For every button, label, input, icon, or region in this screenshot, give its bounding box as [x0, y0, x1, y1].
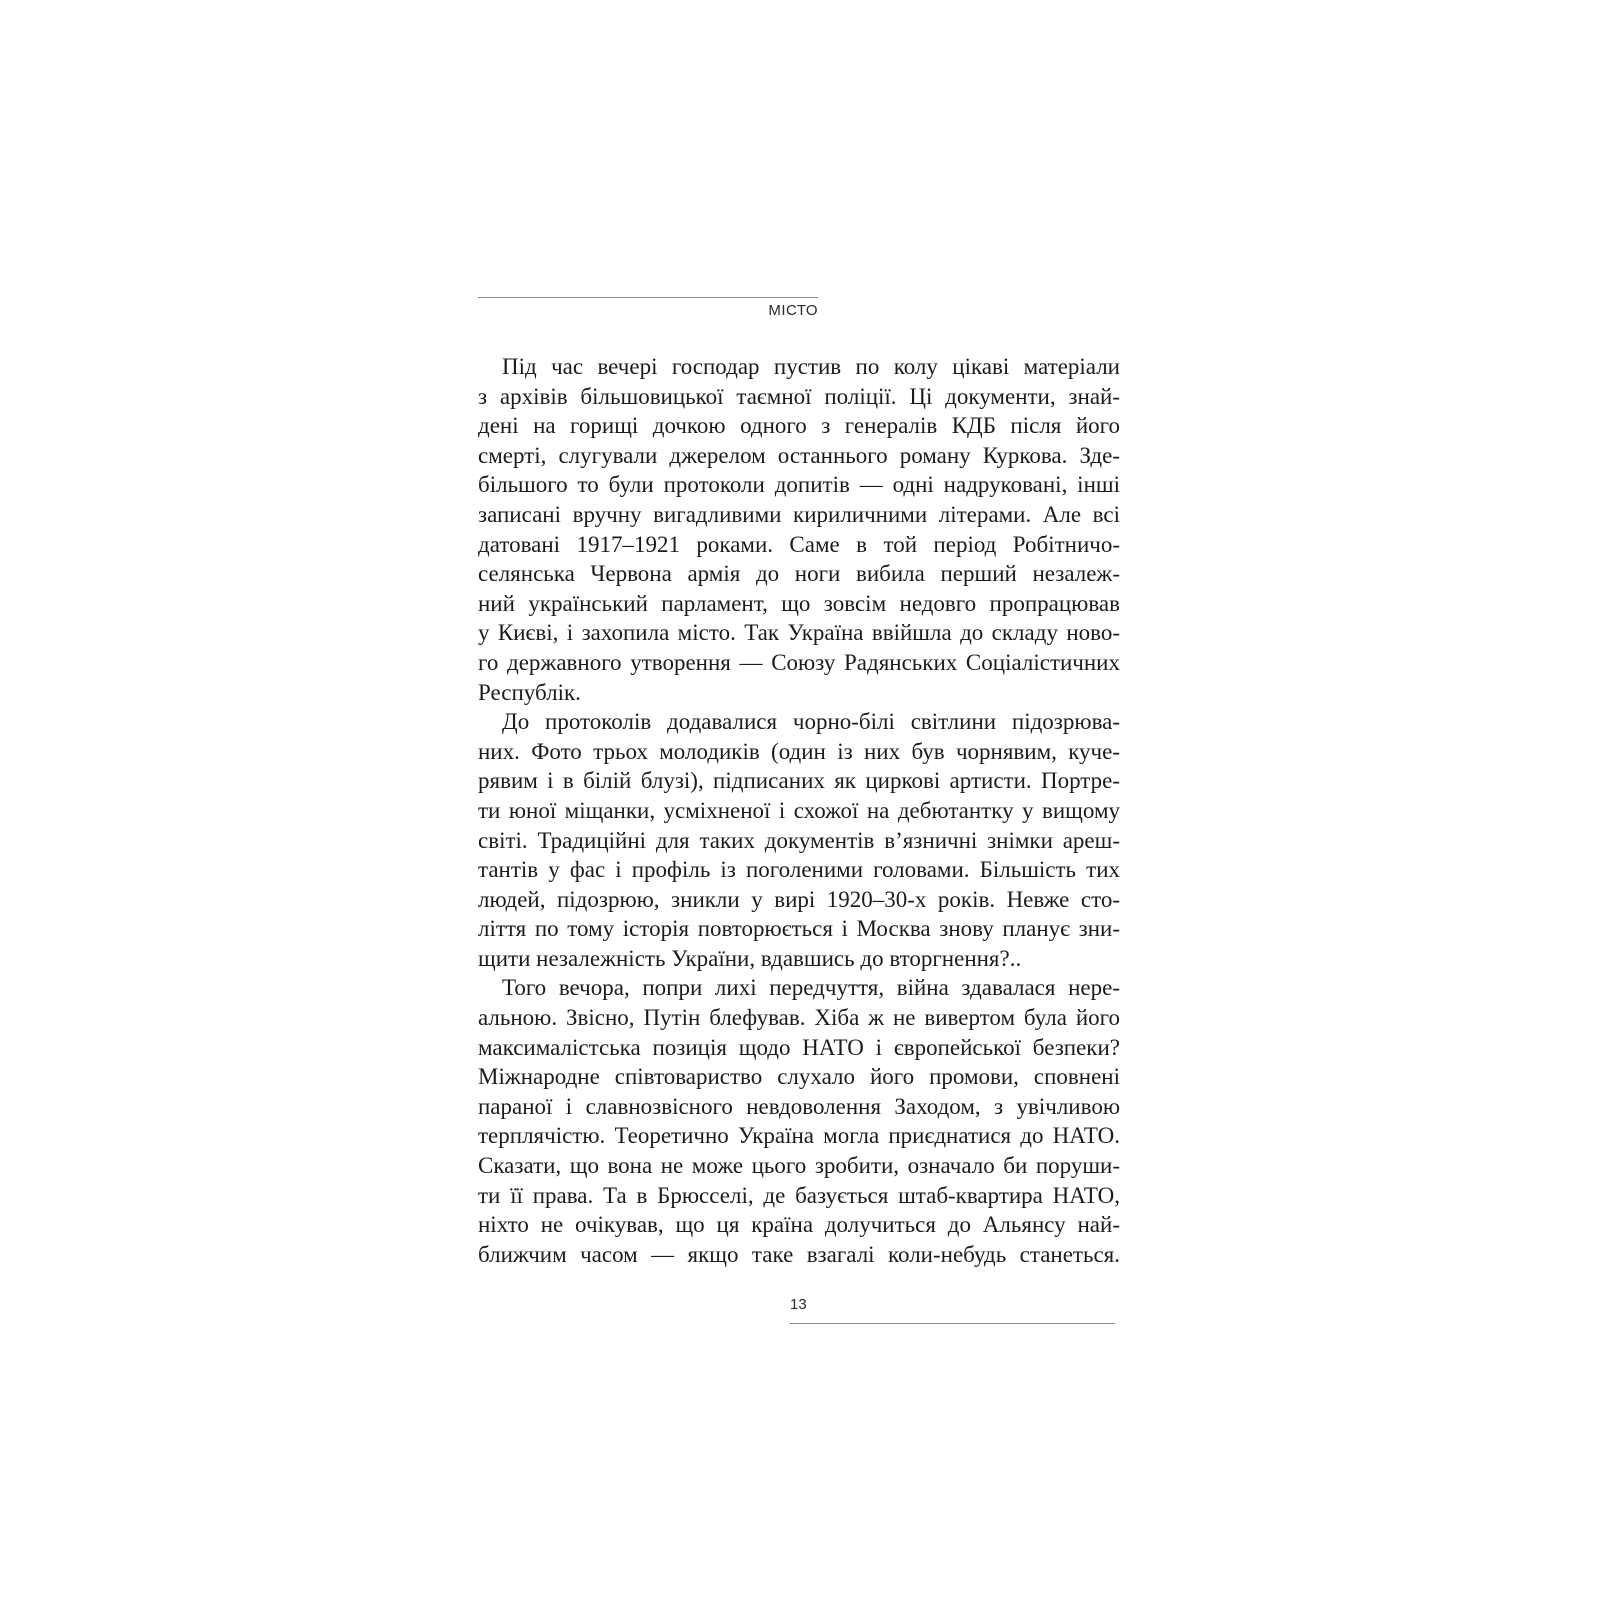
text-line: ліття по тому історія повторюється і Москва знову планує зни-: [478, 916, 1120, 942]
text-line: терплячістю. Теоретично Україна могла приєднатися до НАТО.: [478, 1123, 1120, 1149]
text-line: Сказати, що вона не може цього зробити, означало би поруши-: [478, 1153, 1120, 1179]
text-line: ти її права. Та в Брюсселі, де базується штаб-квартира НАТО,: [478, 1182, 1120, 1208]
text-line: у Києві, і захопила місто. Так Україна ввійшла до складу ново-: [478, 620, 1120, 646]
text-line: з архівів більшовицької таємної поліції. Ці документи, знай-: [478, 383, 1120, 409]
text-line: записані вручну вигадливими кириличними літерами. Але всі: [478, 501, 1120, 527]
text-line: максималістська позиція щодо НАТО і європейської безпеки?: [478, 1034, 1120, 1060]
text-line: тантів у фас і профіль із поголеними головами. Більшість тих: [478, 857, 1120, 883]
header-rule: [478, 297, 818, 298]
text-line: світі. Традиційні для таких документів в’язничні знімки ареш-: [478, 827, 1120, 853]
page-number: 13: [790, 1296, 807, 1313]
text-line: дені на горищі дочкою одного з генералів КДБ після його: [478, 413, 1120, 439]
text-line: Під час вечері господар пустив по колу цікаві матеріали: [502, 354, 1120, 379]
running-head: МІСТО: [768, 302, 818, 319]
text-line: го державного утворення — Союзу Радянських Соціалістичних: [478, 649, 1120, 675]
text-line: щити незалежність України, вдавшись до вторгнення?..: [478, 945, 1022, 971]
text-line: Міжнародне співтовариство слухало його промови, сповнені: [478, 1064, 1120, 1090]
text-line: альною. Звісно, Путін блефував. Хіба ж не вивертом була його: [478, 1005, 1120, 1031]
text-line: ніхто не очікував, що ця країна долучиться до Альянсу най-: [478, 1212, 1120, 1238]
footer-rule: [790, 1323, 1115, 1324]
text-line: Того вечора, попри лихі передчуття, війна здавалася нере-: [502, 975, 1120, 1001]
text-line: рявим і в білій блузі), підписаних як циркові артисти. Портре-: [478, 768, 1120, 794]
text-line: Республік.: [478, 679, 581, 705]
text-line: датовані 1917–1921 роками. Саме в той період Робітничо-: [478, 531, 1120, 557]
text-line: ний український парламент, що зовсім недовго пропрацював: [478, 590, 1120, 616]
text-line: них. Фото трьох молодиків (один із них був чорнявим, куче-: [478, 738, 1120, 764]
text-line: селянська Червона армія до ноги вибила перший незалеж-: [478, 561, 1120, 587]
text-line: людей, підозрюю, зникли у вирі 1920–30-х років. Невже сто-: [478, 886, 1120, 912]
text-line: ближчим часом — якщо таке взагалі коли-небудь станеться.: [478, 1241, 1120, 1267]
text-line: До протоколів додавалися чорно-білі світлини підозрюва-: [502, 709, 1120, 735]
text-line: параної і славнозвісного невдоволення Заходом, з увічливою: [478, 1093, 1120, 1119]
text-line: ти юної міщанки, усміхненої і схожої на дебютантку у вищому: [478, 797, 1120, 823]
body-text: [478, 352, 1120, 1269]
text-line: більшого то були протоколи допитів — одні надруковані, інші: [478, 472, 1120, 498]
text-line: смерті, слугували джерелом останнього роману Куркова. Зде-: [478, 442, 1120, 468]
